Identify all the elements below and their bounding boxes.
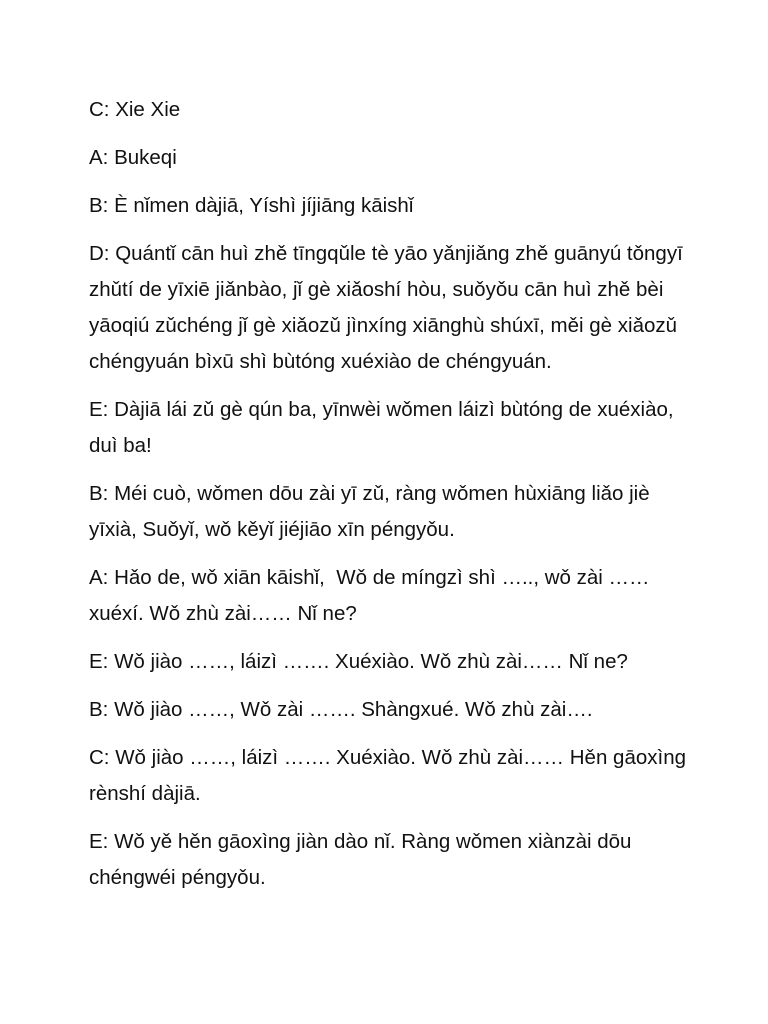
dialogue-line: C: Xie Xie [89, 98, 181, 121]
dialogue-line: A: Hǎo de, wǒ xiān kāishǐ, Wǒ de míngzì shì ….., wǒ zài …… xuéxí. Wǒ zhù zài…… Nǐ ne? [89, 566, 656, 625]
dialogue-line: C: Wǒ jiào ……, láizì ……. Xuéxiào. Wǒ zhù zài…… Hěn gāoxìng rènshí dàjiā. [89, 746, 692, 805]
document-page [89, 92, 692, 908]
dialogue-line: E: Wǒ jiào ……, láizì ……. Xuéxiào. Wǒ zhù zài…… Nǐ ne? [89, 650, 628, 673]
dialogue-line: B: Méi cuò, wǒmen dōu zài yī zǔ, ràng wǒmen hùxiāng liǎo jiè yīxià, Suǒyǐ, wǒ kěyǐ jiéjiāo xīn péngyǒu. [89, 482, 656, 541]
dialogue-line: D: Quántǐ cān huì zhě tīngqǔle tè yāo yǎnjiǎng zhě guānyú tǒngyī zhǔtí de yīxiē jiǎnbào, jǐ gè xiǎoshí hòu, suǒyǒu cān huì zhě bèi yāoqiú zǔchéng jǐ gè xiǎozǔ jìnxíng xiānghù shúxī, měi gè xiǎozǔ chéngyuán bìxū shì bùtóng xuéxiào de chéngyuán. [89, 242, 689, 373]
dialogue-line: E: Dàjiā lái zǔ gè qún ba, yīnwèi wǒmen láizì bùtóng de xuéxiào, duì ba! [89, 398, 680, 457]
dialogue-line: A: Bukeqi [89, 146, 177, 169]
dialogue-line: B: Wǒ jiào ……, Wǒ zài ……. Shàngxué. Wǒ zhù zài…. [89, 698, 593, 721]
dialogue-line: E: Wǒ yě hěn gāoxìng jiàn dào nǐ. Ràng wǒmen xiànzài dōu chéngwéi péngyǒu. [89, 830, 638, 889]
dialogue-line: B: È nǐmen dàjiā, Yíshì jíjiāng kāishǐ [89, 194, 414, 217]
